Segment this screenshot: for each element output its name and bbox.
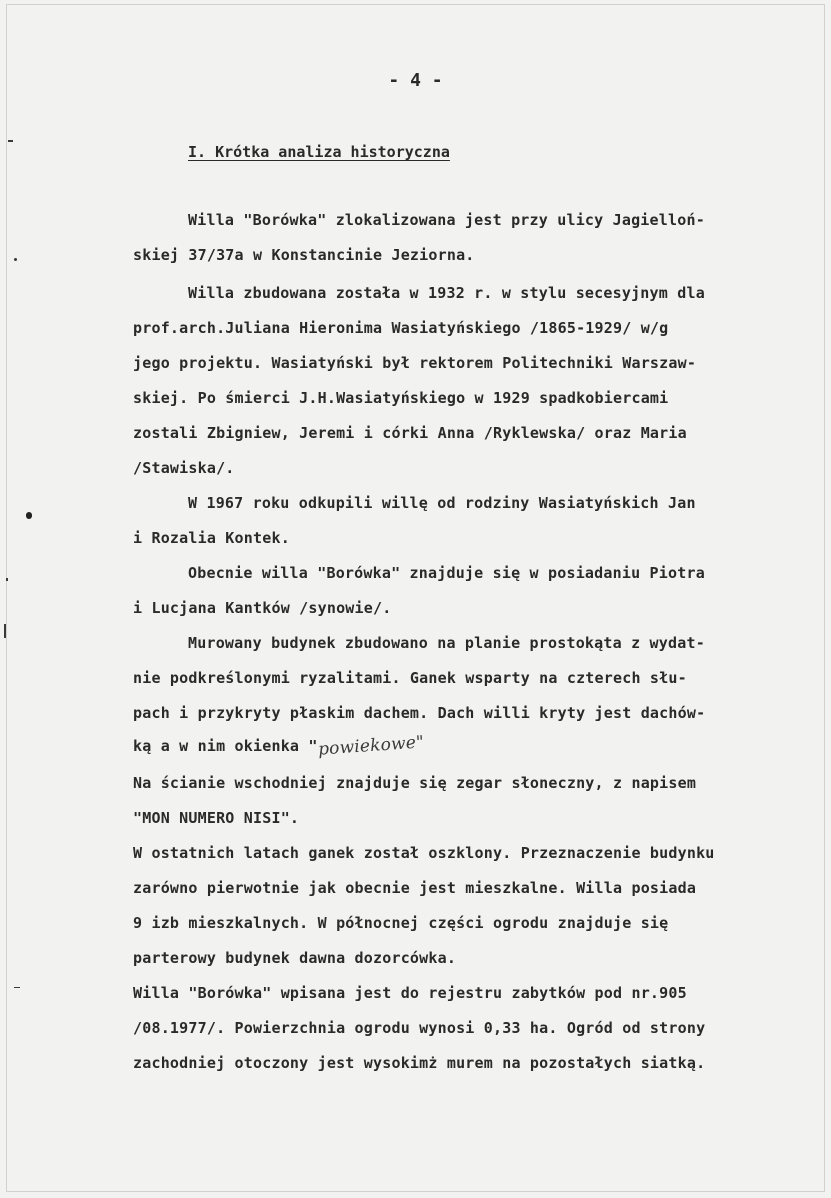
text-line: prof.arch.Juliana Hieronima Wasiatyńskiego /1865-1929/ w/g	[133, 319, 669, 337]
handwritten-annotation: powiekowe"	[317, 732, 425, 760]
margin-mark	[6, 578, 8, 581]
text-line: i Lucjana Kantków /synowie/.	[133, 599, 392, 617]
text-line: W 1967 roku odkupili willę od rodziny Wasiatyńskich Jan	[188, 494, 696, 512]
text-line: zarówno pierwotnie jak obecnie jest mieszkalne. Willa posiada	[133, 879, 697, 897]
text-line: "MON NUMERO NISI".	[133, 809, 300, 827]
text-line: zachodniej otoczony jest wysokimż murem na pozostałych siatką.	[133, 1054, 706, 1072]
margin-mark	[14, 987, 20, 988]
text-line: jego projektu. Wasiatyński był rektorem Politechniki Warszaw-	[133, 354, 697, 372]
hole-punch-mark	[26, 512, 32, 519]
text-line: Na ścianie wschodniej znajduje się zegar słoneczny, z napisem	[133, 774, 697, 792]
text-line: i Rozalia Kontek.	[133, 529, 290, 547]
margin-mark	[14, 258, 17, 261]
page-number: - 4 -	[388, 70, 443, 91]
margin-mark	[8, 140, 13, 142]
text-line: /Stawiska/.	[133, 459, 235, 477]
section-heading: I. Krótka analiza historyczna	[188, 143, 450, 161]
text-line: W ostatnich latach ganek został oszklony. Przeznaczenie budynku	[133, 844, 715, 862]
text-line: parterowy budynek dawna dozorcówka.	[133, 949, 457, 967]
text-line: Willa zbudowana została w 1932 r. w stylu secesyjnym dla	[188, 284, 705, 302]
text-line: zostali Zbigniew, Jeremi i córki Anna /Ryklewska/ oraz Maria	[133, 424, 687, 442]
text-line: Murowany budynek zbudowano na planie prostokąta z wydat-	[188, 634, 705, 652]
text-line: /08.1977/. Powierzchnia ogrodu wynosi 0,33 ha. Ogród od strony	[133, 1019, 706, 1037]
text-line: Willa "Borówka" wpisana jest do rejestru zabytków pod nr.905	[133, 984, 687, 1002]
text-line: pach i przykryty płaskim dachem. Dach willi kryty jest dachów-	[133, 704, 706, 722]
page-border	[6, 4, 825, 1192]
text-line-with-note	[133, 732, 425, 760]
text-line: 9 izb mieszkalnych. W północnej części ogrodu znajduje się	[133, 914, 669, 932]
text-line: ką a w nim okienka "	[133, 737, 318, 755]
text-line: skiej. Po śmierci J.H.Wasiatyńskiego w 1929 spadkobiercami	[133, 389, 669, 407]
text-line: skiej 37/37a w Konstancinie Jeziorna.	[133, 246, 475, 264]
text-line: nie podkreślonymi ryzalitami. Ganek wsparty na czterech słu-	[133, 669, 687, 687]
text-line: Willa "Borówka" zlokalizowana jest przy ulicy Jagielloń-	[188, 211, 705, 229]
margin-mark	[4, 624, 6, 638]
text-line: Obecnie willa "Borówka" znajduje się w posiadaniu Piotra	[188, 564, 705, 582]
